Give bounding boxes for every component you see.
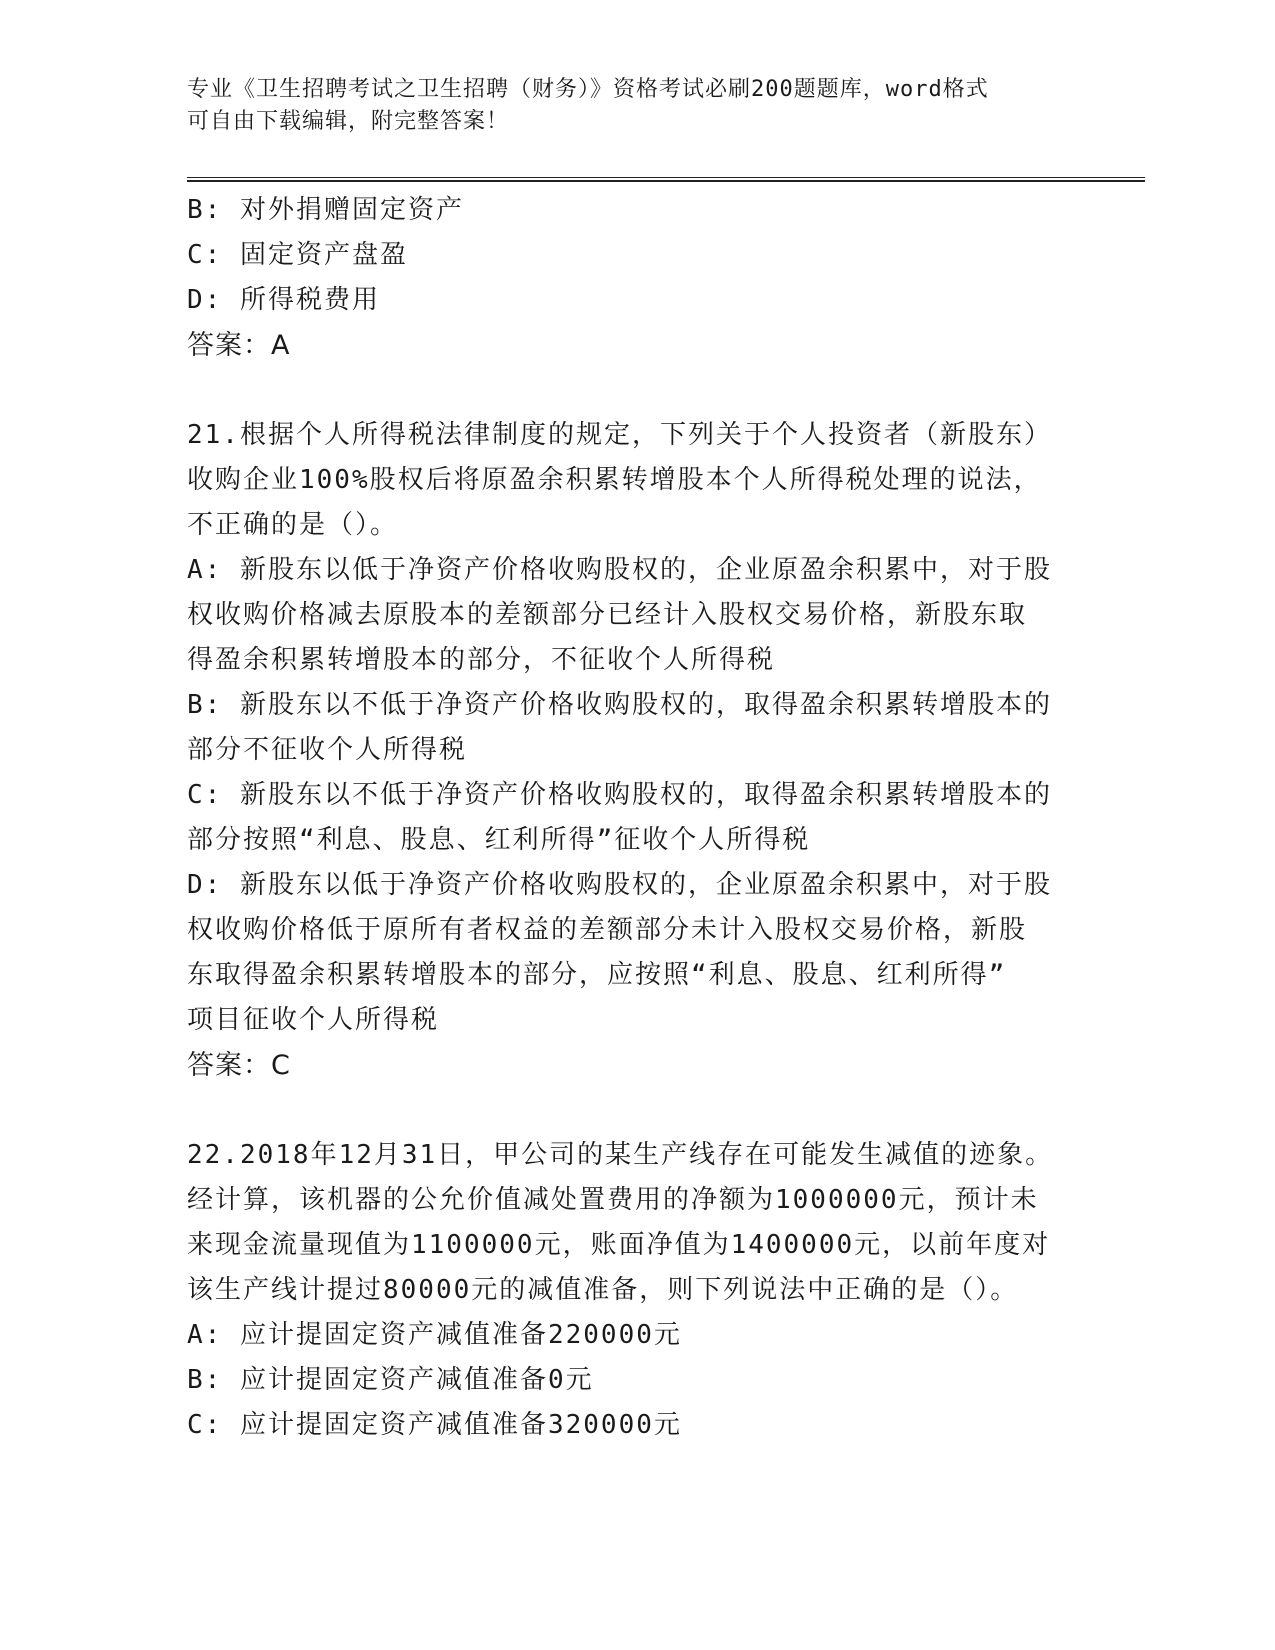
q21-option-c-line: C: 新股东以不低于净资产价格收购股权的，取得盈余积累转增股本的 xyxy=(187,780,1052,810)
question-22 xyxy=(187,1133,1067,1448)
q22-option-c: C: 应计提固定资产减值准备320000元 xyxy=(187,1410,682,1440)
question-21 xyxy=(187,413,1067,1088)
q21-option-a-line: 得盈余积累转增股本的部分，不征收个人所得税 xyxy=(187,645,776,675)
spacer xyxy=(187,1088,1067,1133)
q21-option-d-line: 权收购价格低于原所有者权益的差额部分未计入股权交易价格，新股 xyxy=(187,915,1028,945)
document-body xyxy=(187,188,1067,1448)
q22-stem-line: 来现金流量现值为1100000元，账面净值为1400000元，以前年度对 xyxy=(187,1230,1051,1260)
q22-stem-line: 22.2018年12月31日，甲公司的某生产线存在可能发生减值的迹象。 xyxy=(187,1140,1054,1170)
q22-option-a: A: 应计提固定资产减值准备220000元 xyxy=(187,1320,682,1350)
q21-option-c-line: 部分按照“利息、股息、红利所得”征收个人所得税 xyxy=(187,825,811,855)
question-20-tail xyxy=(187,188,1067,368)
q20-option-c: C: 固定资产盘盈 xyxy=(187,240,408,270)
q20-option-d: D: 所得税费用 xyxy=(187,285,380,315)
q22-option-b: B: 应计提固定资产减值准备0元 xyxy=(187,1365,594,1395)
q20-option-b: B: 对外捐赠固定资产 xyxy=(187,195,464,225)
q21-option-d-line: 东取得盈余积累转增股本的部分，应按照“利息、股息、红利所得” xyxy=(187,960,1007,990)
q21-option-a-line: 权收购价格减去原股本的差额部分已经计入股权交易价格，新股东取 xyxy=(187,600,1028,630)
header-title-line-1: 专业《卫生招聘考试之卫生招聘（财务）》资格考试必刷200题题库，word格式 xyxy=(187,77,989,102)
header-divider xyxy=(187,177,1145,182)
q21-stem-line: 不正确的是（）。 xyxy=(187,510,399,540)
page-header xyxy=(187,74,1067,138)
q22-stem-line: 该生产线计提过80000元的减值准备，则下列说法中正确的是（）。 xyxy=(187,1275,1019,1305)
header-title-line-2: 可自由下载编辑，附完整答案！ xyxy=(187,109,510,134)
q21-answer: 答案：C xyxy=(187,1050,291,1081)
q22-stem-line: 经计算，该机器的公允价值减处置费用的净额为1000000元，预计未 xyxy=(187,1185,1039,1215)
q21-stem-line: 21.根据个人所得税法律制度的规定，下列关于个人投资者（新股东） xyxy=(187,420,1052,450)
q21-option-b-line: 部分不征收个人所得税 xyxy=(187,735,468,765)
q20-answer: 答案：A xyxy=(187,330,291,361)
q21-option-d-line: 项目征收个人所得税 xyxy=(187,1005,440,1035)
q21-option-a-line: A: 新股东以低于净资产价格收购股权的，企业原盈余积累中，对于股 xyxy=(187,555,1052,585)
spacer xyxy=(187,368,1067,413)
q21-option-b-line: B: 新股东以不低于净资产价格收购股权的，取得盈余积累转增股本的 xyxy=(187,690,1052,720)
q21-option-d-line: D: 新股东以低于净资产价格收购股权的，企业原盈余积累中，对于股 xyxy=(187,870,1052,900)
q21-stem-line: 收购企业100%股权后将原盈余积累转增股本个人所得税处理的说法， xyxy=(187,465,1042,495)
